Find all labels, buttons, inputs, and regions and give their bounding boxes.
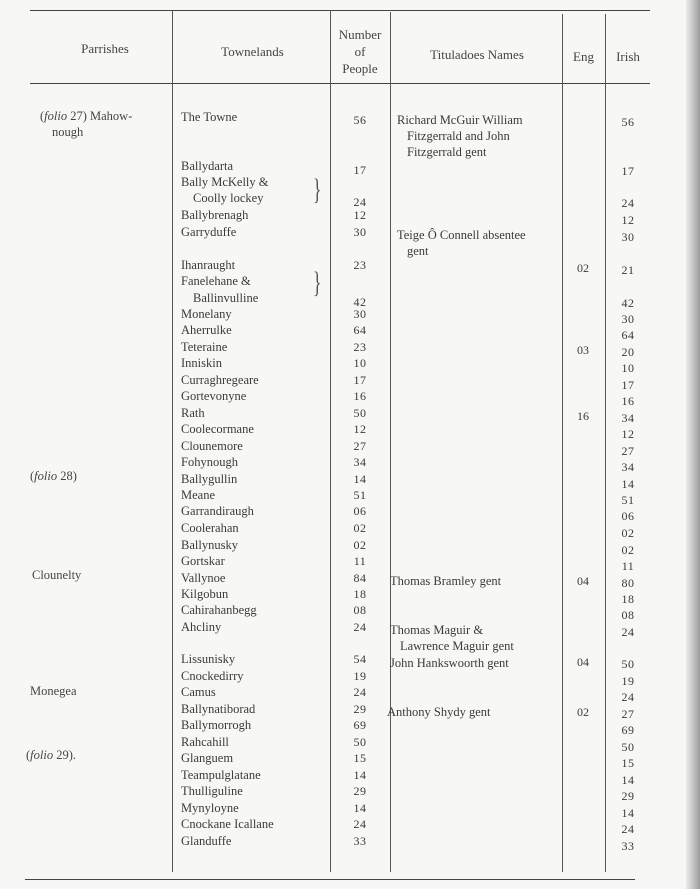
top-rule bbox=[30, 10, 650, 11]
people-count: 23 bbox=[353, 340, 367, 354]
towneland-name: Ballynatiborad bbox=[181, 702, 256, 716]
towneland-name: Fanelehane & bbox=[181, 274, 251, 288]
irish-count: 12 bbox=[621, 213, 635, 227]
irish-count: 29 bbox=[621, 789, 635, 803]
people-count: 30 bbox=[353, 307, 367, 321]
irish-count: 21 bbox=[621, 263, 635, 277]
irish-count: 16 bbox=[621, 394, 635, 408]
people-count: 18 bbox=[353, 587, 367, 601]
people-count: 42 bbox=[353, 295, 367, 309]
table-row bbox=[0, 372, 700, 392]
towneland-name: Clounemore bbox=[181, 439, 243, 453]
people-count: 15 bbox=[353, 751, 367, 765]
table-row bbox=[0, 750, 700, 770]
people-count: 02 bbox=[353, 538, 367, 552]
people-count: 69 bbox=[353, 718, 367, 732]
header-people-line: People bbox=[342, 61, 378, 76]
header-rule bbox=[30, 83, 650, 84]
people-count: 08 bbox=[353, 603, 367, 617]
folio-29: (folio 29). bbox=[26, 748, 77, 762]
irish-count: 50 bbox=[621, 657, 635, 671]
towneland-name: Vallynoe bbox=[181, 571, 226, 585]
people-count: 12 bbox=[353, 422, 367, 436]
table-row bbox=[0, 355, 700, 375]
people-count: 27 bbox=[353, 439, 367, 453]
eng-count: 02 bbox=[577, 705, 589, 719]
irish-count: 33 bbox=[621, 839, 635, 853]
table-row bbox=[0, 109, 700, 129]
people-count: 12 bbox=[353, 208, 367, 222]
people-count: 33 bbox=[353, 834, 367, 848]
table-row bbox=[0, 668, 700, 688]
titulado-line: Richard McGuir William bbox=[397, 113, 523, 127]
irish-count: 30 bbox=[621, 312, 635, 326]
people-count: 34 bbox=[353, 455, 367, 469]
irish-count: 14 bbox=[621, 806, 635, 820]
eng-count: 03 bbox=[577, 343, 589, 357]
people-count: 17 bbox=[353, 373, 367, 387]
irish-count: 15 bbox=[621, 756, 635, 770]
titulado-line: Lawrence Maguir gent bbox=[400, 639, 514, 653]
towneland-name: Ballydarta bbox=[181, 159, 234, 173]
table-row bbox=[0, 553, 700, 573]
header-irish: Irish bbox=[616, 49, 640, 64]
table-row bbox=[0, 273, 700, 289]
table-row bbox=[0, 174, 700, 190]
table-row bbox=[0, 405, 700, 425]
brace-fanelehane: } bbox=[312, 266, 322, 299]
table-row bbox=[0, 717, 700, 737]
table-row bbox=[0, 734, 700, 754]
towneland-name: Meane bbox=[181, 488, 216, 502]
towneland-name: Camus bbox=[181, 685, 216, 699]
table-row bbox=[0, 257, 700, 277]
table-row bbox=[0, 290, 700, 310]
table-row bbox=[0, 520, 700, 540]
table-row bbox=[0, 306, 700, 326]
people-count: 24 bbox=[353, 685, 367, 699]
towneland-name: Rath bbox=[181, 406, 205, 420]
table-row bbox=[0, 322, 700, 342]
people-count: 10 bbox=[353, 356, 367, 370]
irish-count: 34 bbox=[621, 411, 635, 425]
towneland-name: Monelany bbox=[181, 307, 232, 321]
irish-count: 42 bbox=[621, 296, 635, 310]
table-row bbox=[0, 619, 700, 639]
parish-clounelty: Clounelty bbox=[32, 568, 82, 582]
irish-count: 02 bbox=[621, 526, 635, 540]
irish-count: 27 bbox=[621, 707, 635, 721]
table-row bbox=[0, 339, 700, 359]
table-row bbox=[0, 207, 700, 227]
header-eng: Eng bbox=[573, 49, 594, 64]
irish-count: 12 bbox=[621, 427, 635, 441]
header-townelands: Townelands bbox=[221, 44, 284, 59]
titulado-line: Fitzgerrald gent bbox=[407, 145, 487, 159]
header-number-of-people bbox=[330, 26, 390, 77]
table-row bbox=[0, 816, 700, 836]
table-row bbox=[0, 190, 700, 210]
irish-count: 17 bbox=[621, 164, 635, 178]
people-count: 19 bbox=[353, 669, 367, 683]
towneland-name: Ballinvulline bbox=[193, 291, 259, 305]
irish-count: 19 bbox=[621, 674, 635, 688]
table-row bbox=[0, 503, 700, 523]
irish-count: 20 bbox=[621, 345, 635, 359]
people-count: 54 bbox=[353, 652, 367, 666]
titulado-line: John Hankswoorth gent bbox=[390, 656, 509, 670]
people-count: 23 bbox=[353, 258, 367, 272]
people-count: 29 bbox=[353, 784, 367, 798]
irish-count: 56 bbox=[621, 115, 635, 129]
people-count: 24 bbox=[353, 620, 367, 634]
irish-count: 18 bbox=[621, 592, 635, 606]
table-row bbox=[0, 783, 700, 803]
people-count: 02 bbox=[353, 521, 367, 535]
towneland-name: Cnockane Icallane bbox=[181, 817, 274, 831]
irish-count: 14 bbox=[621, 477, 635, 491]
eng-count: 16 bbox=[577, 409, 589, 423]
titulado-line: Teige Ô Connell absentee bbox=[397, 228, 526, 242]
towneland-name: Coolly lockey bbox=[193, 191, 264, 205]
towneland-name: Cnockedirry bbox=[181, 669, 244, 683]
towneland-name: Coolerahan bbox=[181, 521, 239, 535]
people-count: 14 bbox=[353, 472, 367, 486]
table-row bbox=[0, 833, 700, 853]
towneland-name: Ballygullin bbox=[181, 472, 238, 486]
towneland-name: Ahcliny bbox=[181, 620, 222, 634]
irish-count: 34 bbox=[621, 460, 635, 474]
towneland-name: Kilgobun bbox=[181, 587, 229, 601]
towneland-name: Gortevonyne bbox=[181, 389, 247, 403]
table-row bbox=[0, 158, 700, 178]
header-number-line: Number bbox=[338, 27, 382, 42]
titulado-line: Thomas Bramley gent bbox=[390, 574, 502, 588]
table-row bbox=[0, 487, 700, 507]
people-count: 24 bbox=[353, 817, 367, 831]
brace-bally-mckelly: } bbox=[312, 173, 322, 206]
people-count: 84 bbox=[353, 571, 367, 585]
header-parishes: Parrishes bbox=[81, 41, 129, 56]
towneland-name: Inniskin bbox=[181, 356, 222, 370]
towneland-name: Gortskar bbox=[181, 554, 225, 568]
table-row bbox=[0, 586, 700, 606]
header-tituladoes: Tituladoes Names bbox=[430, 47, 524, 62]
towneland-name: Thulliguline bbox=[181, 784, 243, 798]
people-count: 14 bbox=[353, 768, 367, 782]
towneland-name: Garryduffe bbox=[181, 225, 237, 239]
table-row bbox=[0, 570, 700, 590]
table-row bbox=[0, 651, 700, 671]
people-count: 30 bbox=[353, 225, 367, 239]
eng-count: 04 bbox=[577, 574, 589, 588]
irish-count: 08 bbox=[621, 608, 635, 622]
folio-28: (folio 28) bbox=[30, 469, 77, 483]
irish-count: 24 bbox=[621, 625, 635, 639]
towneland-name: Lissunisky bbox=[181, 652, 236, 666]
irish-count: 27 bbox=[621, 444, 635, 458]
table-row bbox=[0, 438, 700, 458]
towneland-name: Teampulglatane bbox=[181, 768, 261, 782]
people-count: 17 bbox=[353, 163, 367, 177]
towneland-name: Ballynusky bbox=[181, 538, 238, 552]
towneland-name: Glanduffe bbox=[181, 834, 232, 848]
table-row bbox=[0, 537, 700, 557]
parish-line: nough bbox=[52, 125, 84, 139]
people-count: 16 bbox=[353, 389, 367, 403]
parish-monegea: Monegea bbox=[30, 684, 77, 698]
people-count: 56 bbox=[353, 113, 367, 127]
towneland-name: Ballymorrogh bbox=[181, 718, 252, 732]
people-count: 64 bbox=[353, 323, 367, 337]
irish-count: 06 bbox=[621, 509, 635, 523]
irish-count: 30 bbox=[621, 230, 635, 244]
irish-count: 64 bbox=[621, 328, 635, 342]
towneland-name: Bally McKelly & bbox=[181, 175, 269, 189]
irish-count: 51 bbox=[621, 493, 635, 507]
irish-count: 24 bbox=[621, 822, 635, 836]
table-row bbox=[0, 388, 700, 408]
towneland-name: The Towne bbox=[181, 110, 238, 124]
towneland-name: Cahirahanbegg bbox=[181, 603, 257, 617]
bottom-rule bbox=[25, 879, 635, 880]
irish-count: 24 bbox=[621, 690, 635, 704]
eng-count: 04 bbox=[577, 655, 589, 669]
people-count: 24 bbox=[353, 195, 367, 209]
table-row bbox=[0, 701, 700, 721]
towneland-name: Ballybrenagh bbox=[181, 208, 249, 222]
table-row bbox=[0, 767, 700, 787]
towneland-name: Teteraine bbox=[181, 340, 228, 354]
irish-count: 02 bbox=[621, 543, 635, 557]
titulado-line: Anthony Shydy gent bbox=[387, 705, 491, 719]
parish-line: (folio 27) Mahow- bbox=[40, 109, 133, 123]
people-count: 11 bbox=[353, 554, 367, 568]
towneland-name: Aherrulke bbox=[181, 323, 232, 337]
irish-count: 11 bbox=[621, 559, 635, 573]
titulado-line: Fitzgerrald and John bbox=[407, 129, 510, 143]
irish-count: 14 bbox=[621, 773, 635, 787]
people-count: 50 bbox=[353, 406, 367, 420]
towneland-name: Coolecormane bbox=[181, 422, 254, 436]
people-count: 14 bbox=[353, 801, 367, 815]
irish-count: 17 bbox=[621, 378, 635, 392]
table-row bbox=[0, 421, 700, 441]
towneland-name: Glanguem bbox=[181, 751, 234, 765]
irish-count: 80 bbox=[621, 576, 635, 590]
titulado-line: Thomas Maguir & bbox=[390, 623, 484, 637]
irish-count: 50 bbox=[621, 740, 635, 754]
table-row bbox=[0, 602, 700, 622]
towneland-name: Curraghregeare bbox=[181, 373, 259, 387]
irish-count: 69 bbox=[621, 723, 635, 737]
table-row bbox=[0, 684, 700, 704]
people-count: 29 bbox=[353, 702, 367, 716]
table-row bbox=[0, 454, 700, 474]
table-row bbox=[0, 800, 700, 820]
towneland-name: Garrandiraugh bbox=[181, 504, 254, 518]
towneland-name: Rahcahill bbox=[181, 735, 229, 749]
people-count: 06 bbox=[353, 504, 367, 518]
titulado-line: gent bbox=[407, 244, 429, 258]
table-row bbox=[0, 471, 700, 491]
irish-count: 10 bbox=[621, 361, 635, 375]
towneland-name: Fohynough bbox=[181, 455, 238, 469]
irish-count: 24 bbox=[621, 196, 635, 210]
towneland-name: Mynyloyne bbox=[181, 801, 239, 815]
eng-count: 02 bbox=[577, 261, 589, 275]
towneland-name: Ihanraught bbox=[181, 258, 236, 272]
people-count: 51 bbox=[353, 488, 367, 502]
header-of-line: of bbox=[354, 44, 366, 59]
people-count: 50 bbox=[353, 735, 367, 749]
table-row bbox=[0, 224, 700, 244]
